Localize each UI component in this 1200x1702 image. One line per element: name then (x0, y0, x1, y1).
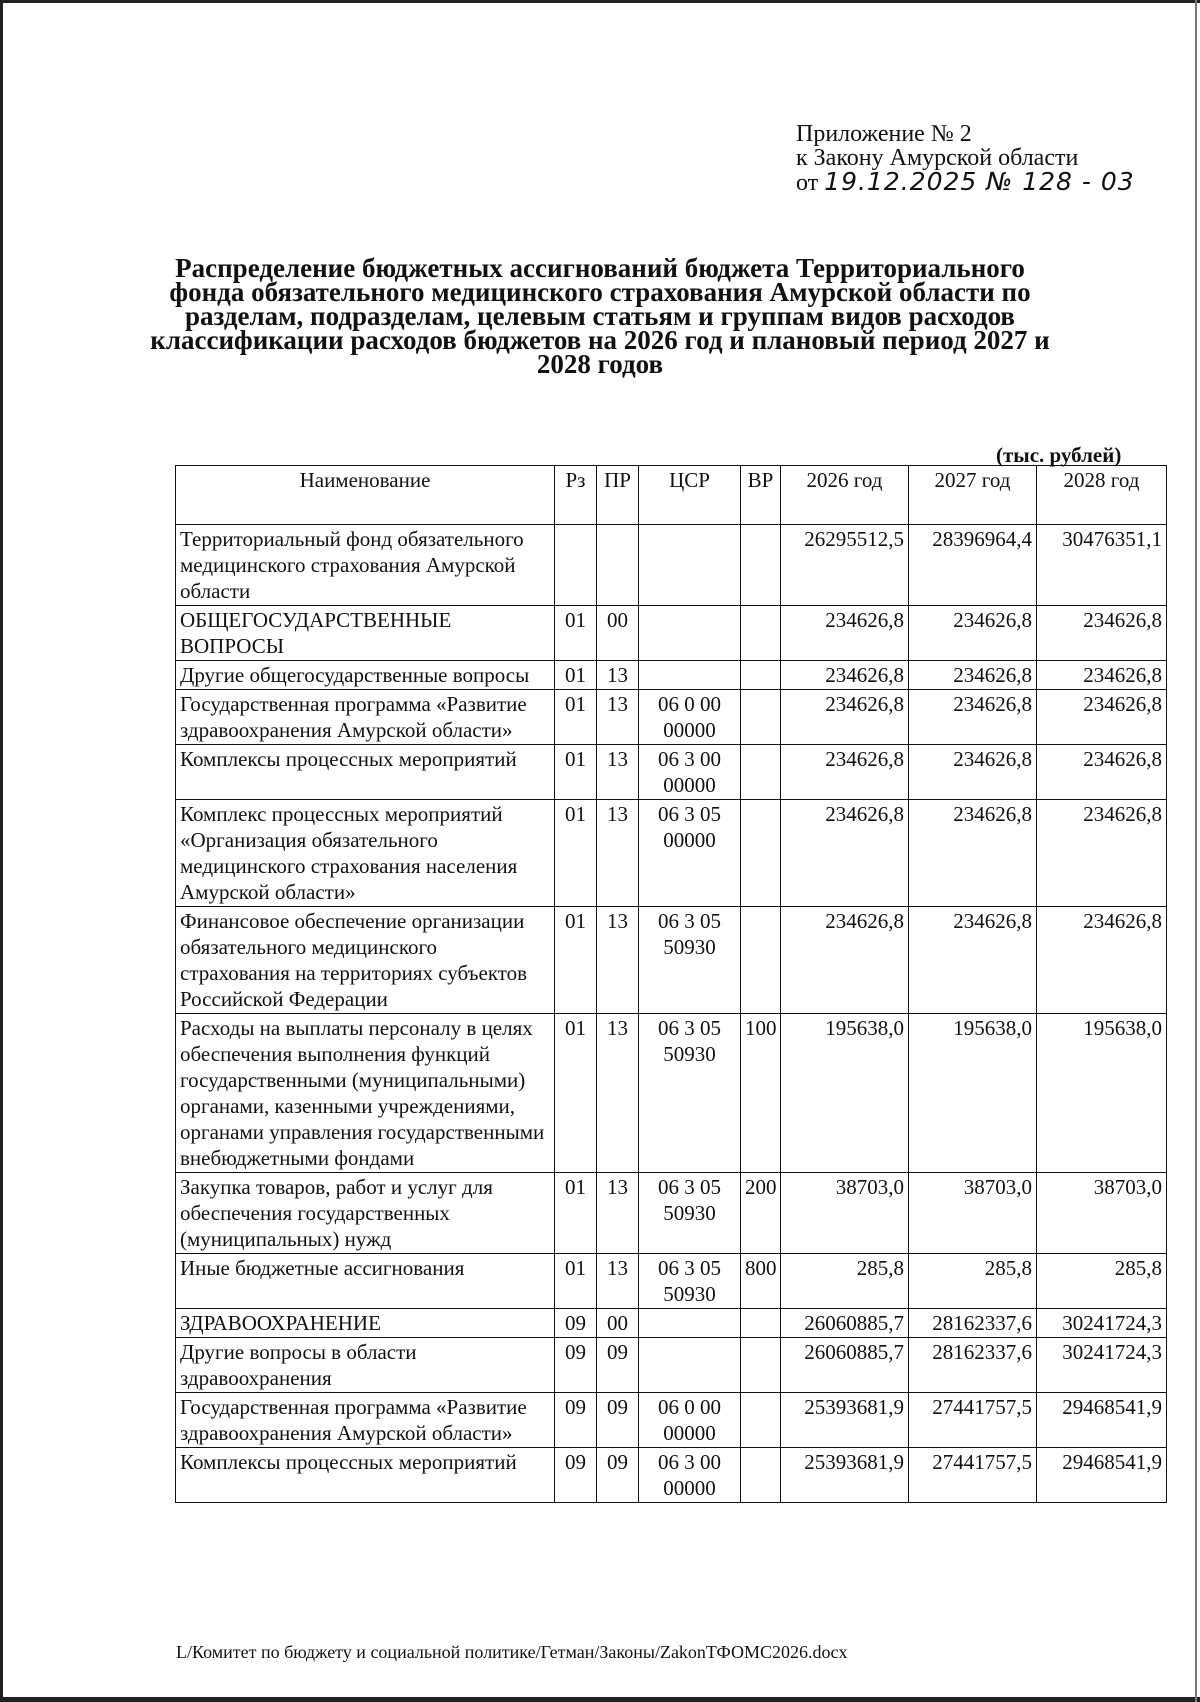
cell-2028: 234626,8 (1037, 690, 1167, 745)
table-row (176, 1338, 1167, 1393)
cell-csr: 06 3 05 00000 (639, 800, 741, 907)
cell-name: ОБЩЕГОСУДАРСТВЕННЫЕ ВОПРОСЫ (176, 606, 555, 661)
cell-2026: 25393681,9 (781, 1448, 909, 1503)
table-row (176, 690, 1167, 745)
appendix-date-prefix: от (796, 170, 819, 196)
cell-2027: 234626,8 (909, 907, 1037, 1014)
cell-2028: 30241724,3 (1037, 1338, 1167, 1393)
cell-2027: 234626,8 (909, 800, 1037, 907)
appendix-number: Приложение № 2 (796, 121, 972, 147)
cell-pr: 13 (597, 690, 639, 745)
header-name: Наименование (176, 466, 555, 525)
cell-csr: 06 3 05 50930 (639, 1173, 741, 1254)
cell-2026: 234626,8 (781, 800, 909, 907)
cell-2027: 28162337,6 (909, 1338, 1037, 1393)
cell-csr: 06 3 00 00000 (639, 1448, 741, 1503)
cell-2026: 26295512,5 (781, 525, 909, 606)
cell-2028: 234626,8 (1037, 745, 1167, 800)
cell-2028: 234626,8 (1037, 661, 1167, 690)
header-rz: Рз (555, 466, 597, 525)
cell-vr (741, 690, 781, 745)
cell-2026: 38703,0 (781, 1173, 909, 1254)
cell-csr (639, 1338, 741, 1393)
cell-name: Комплексы процессных мероприятий (176, 1448, 555, 1503)
table-row (176, 1014, 1167, 1173)
cell-rz: 01 (555, 907, 597, 1014)
table-row (176, 1309, 1167, 1338)
cell-2027: 27441757,5 (909, 1393, 1037, 1448)
cell-2026: 26060885,7 (781, 1309, 909, 1338)
cell-name: Государственная программа «Развитие здравоохранения Амурской области» (176, 1393, 555, 1448)
table-row (176, 1448, 1167, 1503)
handwritten-date-signature: 19.12.2025 № 128 - 03 (824, 167, 1135, 196)
cell-2027: 38703,0 (909, 1173, 1037, 1254)
table-row (176, 745, 1167, 800)
cell-vr (741, 525, 781, 606)
table-row (176, 606, 1167, 661)
cell-name: Расходы на выплаты персоналу в целях обеспечения выполнения функций государственными (муниципальными) органами, казенными учреждениями, органами управления государственными внебюджетными фондами (176, 1014, 555, 1173)
cell-rz: 09 (555, 1309, 597, 1338)
cell-pr (597, 525, 639, 606)
appendix-date-line (796, 167, 1135, 196)
cell-2028: 30476351,1 (1037, 525, 1167, 606)
cell-name: Комплекс процессных мероприятий «Организация обязательного медицинского страхования населения Амурской области» (176, 800, 555, 907)
cell-vr (741, 1393, 781, 1448)
header-2026: 2026 год (781, 466, 909, 525)
table-header-row (176, 466, 1167, 525)
cell-pr: 09 (597, 1338, 639, 1393)
cell-2026: 25393681,9 (781, 1393, 909, 1448)
cell-2028: 30241724,3 (1037, 1309, 1167, 1338)
scan-edge-left (0, 0, 3, 1702)
cell-name: Другие общегосударственные вопросы (176, 661, 555, 690)
cell-pr: 00 (597, 1309, 639, 1338)
scan-edge-top (0, 0, 1200, 3)
cell-2028: 285,8 (1037, 1254, 1167, 1309)
cell-csr (639, 1309, 741, 1338)
cell-csr: 06 3 00 00000 (639, 745, 741, 800)
cell-name: Государственная программа «Развитие здравоохранения Амурской области» (176, 690, 555, 745)
cell-rz (555, 525, 597, 606)
cell-pr: 13 (597, 907, 639, 1014)
table-body (176, 525, 1167, 1503)
cell-vr (741, 1338, 781, 1393)
cell-2026: 195638,0 (781, 1014, 909, 1173)
cell-pr: 13 (597, 1254, 639, 1309)
document-title: Распределение бюджетных ассигнований бюджета Территориального фонда обязательного медицинского страхования Амурской области по разделам, подразделам, целевым статьям и группам видов расходов классификации расходов бюджетов на 2026 год и плановый период 2027 и 2028 годов (150, 253, 1050, 379)
cell-2026: 26060885,7 (781, 1338, 909, 1393)
table-row (176, 907, 1167, 1014)
cell-name: ЗДРАВООХРАНЕНИЕ (176, 1309, 555, 1338)
cell-2027: 234626,8 (909, 690, 1037, 745)
header-pr: ПР (597, 466, 639, 525)
cell-vr (741, 661, 781, 690)
cell-2028: 234626,8 (1037, 907, 1167, 1014)
table-row (176, 1173, 1167, 1254)
cell-rz: 09 (555, 1338, 597, 1393)
cell-2026: 234626,8 (781, 690, 909, 745)
cell-vr (741, 907, 781, 1014)
cell-rz: 01 (555, 1254, 597, 1309)
cell-pr: 13 (597, 1014, 639, 1173)
cell-2027: 195638,0 (909, 1014, 1037, 1173)
appendix-law-ref: к Закону Амурской области (796, 145, 1079, 171)
cell-vr (741, 800, 781, 907)
cell-rz: 01 (555, 1014, 597, 1173)
cell-csr: 06 0 00 00000 (639, 690, 741, 745)
cell-pr: 13 (597, 800, 639, 907)
header-2028: 2028 год (1037, 466, 1167, 525)
cell-2027: 285,8 (909, 1254, 1037, 1309)
cell-pr: 13 (597, 661, 639, 690)
cell-2026: 234626,8 (781, 606, 909, 661)
cell-rz: 01 (555, 606, 597, 661)
cell-2026: 285,8 (781, 1254, 909, 1309)
cell-2027: 234626,8 (909, 606, 1037, 661)
scan-edge-right (1195, 0, 1197, 1702)
table-row (176, 800, 1167, 907)
header-vr: ВР (741, 466, 781, 525)
cell-rz: 01 (555, 661, 597, 690)
table-row (176, 525, 1167, 606)
table-row (176, 1254, 1167, 1309)
cell-pr: 13 (597, 1173, 639, 1254)
cell-csr: 06 3 05 50930 (639, 1014, 741, 1173)
cell-name: Другие вопросы в области здравоохранения (176, 1338, 555, 1393)
cell-name: Финансовое обеспечение организации обязательного медицинского страхования на территориях субъектов Российской Федерации (176, 907, 555, 1014)
cell-rz: 09 (555, 1448, 597, 1503)
cell-pr: 09 (597, 1393, 639, 1448)
table-row (176, 1393, 1167, 1448)
cell-name: Закупка товаров, работ и услуг для обеспечения государственных (муниципальных) нужд (176, 1173, 555, 1254)
table-row (176, 661, 1167, 690)
cell-2027: 28162337,6 (909, 1309, 1037, 1338)
cell-2028: 29468541,9 (1037, 1393, 1167, 1448)
cell-2026: 234626,8 (781, 745, 909, 800)
cell-2028: 234626,8 (1037, 800, 1167, 907)
cell-2028: 234626,8 (1037, 606, 1167, 661)
cell-2027: 27441757,5 (909, 1448, 1037, 1503)
cell-2027: 28396964,4 (909, 525, 1037, 606)
cell-csr: 06 0 00 00000 (639, 1393, 741, 1448)
cell-vr (741, 1309, 781, 1338)
budget-table (175, 465, 1167, 1503)
cell-rz: 09 (555, 1393, 597, 1448)
cell-rz: 01 (555, 745, 597, 800)
units-label: (тыс. рублей) (996, 443, 1122, 467)
scan-edge-bottom (0, 1697, 1200, 1702)
cell-vr: 800 (741, 1254, 781, 1309)
cell-2026: 234626,8 (781, 661, 909, 690)
cell-vr: 200 (741, 1173, 781, 1254)
cell-pr: 13 (597, 745, 639, 800)
cell-2026: 234626,8 (781, 907, 909, 1014)
cell-name: Комплексы процессных мероприятий (176, 745, 555, 800)
cell-rz: 01 (555, 690, 597, 745)
cell-rz: 01 (555, 800, 597, 907)
cell-2028: 195638,0 (1037, 1014, 1167, 1173)
cell-vr (741, 1448, 781, 1503)
cell-csr: 06 3 05 50930 (639, 1254, 741, 1309)
appendix-header (796, 122, 1135, 195)
cell-vr (741, 745, 781, 800)
cell-csr (639, 525, 741, 606)
cell-csr (639, 606, 741, 661)
cell-pr: 00 (597, 606, 639, 661)
cell-csr: 06 3 05 50930 (639, 907, 741, 1014)
cell-2028: 38703,0 (1037, 1173, 1167, 1254)
cell-name: Иные бюджетные ассигнования (176, 1254, 555, 1309)
cell-2027: 234626,8 (909, 661, 1037, 690)
file-path-footer: L/Комитет по бюджету и социальной политике/Гетман/Законы/ZakonТФОМС2026.docx (176, 1642, 848, 1662)
cell-vr (741, 606, 781, 661)
cell-vr: 100 (741, 1014, 781, 1173)
header-2027: 2027 год (909, 466, 1037, 525)
cell-2028: 29468541,9 (1037, 1448, 1167, 1503)
cell-2027: 234626,8 (909, 745, 1037, 800)
cell-name: Территориальный фонд обязательного медицинского страхования Амурской области (176, 525, 555, 606)
cell-rz: 01 (555, 1173, 597, 1254)
header-csr: ЦСР (639, 466, 741, 525)
cell-pr: 09 (597, 1448, 639, 1503)
cell-csr (639, 661, 741, 690)
